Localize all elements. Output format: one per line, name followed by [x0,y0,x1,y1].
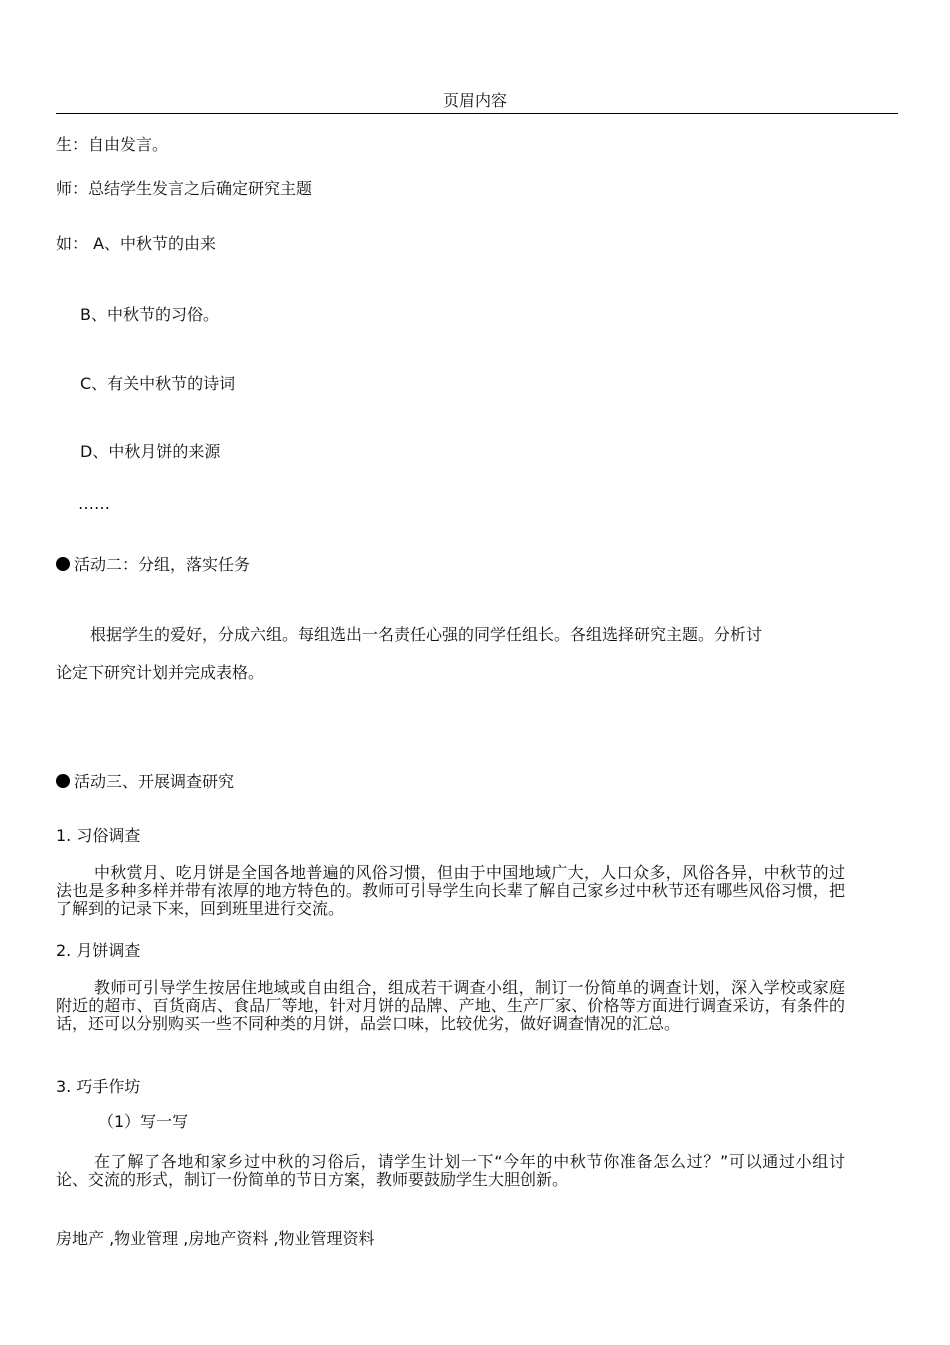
bullet-icon [56,774,70,788]
activity-three-label: 活动三、开展调查研究 [74,772,235,791]
bullet-icon [56,557,70,571]
mooncake-survey-paragraph: 教师可引导学生按居住地域或自由组合，组成若干调查小组，制订一份简单的调查计划，深入学校或家庭附近的超市、百货商店、食品厂等地，针对月饼的品牌、产地、生产厂家、价格等方面进行调查采访，有条件的话，还可以分别购买一些不同种类的月饼，品尝口味，比较优劣，做好调查情况的汇总。 [56,978,845,1033]
section-workshop: 3. 巧手作坊 [56,1077,141,1096]
activity-three-heading [56,772,234,792]
section-custom-survey: 1. 习俗调查 [56,826,141,845]
teacher-line: 师：总结学生发言之后确定研究主题 [56,179,313,198]
page-footer: 房地产 ,物业管理 ,房地产资料 ,物业管理资料 [56,1229,375,1248]
topic-c: C、有关中秋节的诗词 [80,374,236,393]
custom-survey-paragraph: 中秋赏月、吃月饼是全国各地普遍的风俗习惯，但由于中国地域广大，人口众多，风俗各异，中秋节的过法也是多种多样并带有浓厚的地方特色的。教师可引导学生向长辈了解自己家乡过中秋节还有哪些风俗习惯，把了解到的记录下来，回到班里进行交流。 [56,863,845,918]
activity-two-label: 活动二：分组，落实任务 [74,555,251,574]
page-header: 页眉内容 [442,91,507,110]
workshop-paragraph: 在了解了各地和家乡过中秋的习俗后，请学生计划一下“今年的中秋节你准备怎么过？”可以通过小组讨论、交流的形式，制订一份简单的节日方案，教师要鼓励学生大胆创新。 [56,1152,845,1189]
subsection-write: （1）写一写 [98,1112,189,1131]
topic-a: 如： A、中秋节的由来 [56,234,217,253]
section-mooncake-survey: 2. 月饼调查 [56,941,141,960]
student-line: 生：自由发言。 [56,135,169,154]
activity-two-heading [56,555,250,575]
grouping-paragraph-line1: 根据学生的爱好，分成六组。每组选出一名责任心强的同学任组长。各组选择研究主题。分析讨 [90,625,763,644]
grouping-paragraph-line2: 论定下研究计划并完成表格。 [56,663,265,682]
header-divider [56,113,898,114]
ellipsis: …… [78,494,110,513]
topic-b: B、中秋节的习俗。 [80,305,219,324]
topic-d: D、中秋月饼的来源 [80,442,221,461]
